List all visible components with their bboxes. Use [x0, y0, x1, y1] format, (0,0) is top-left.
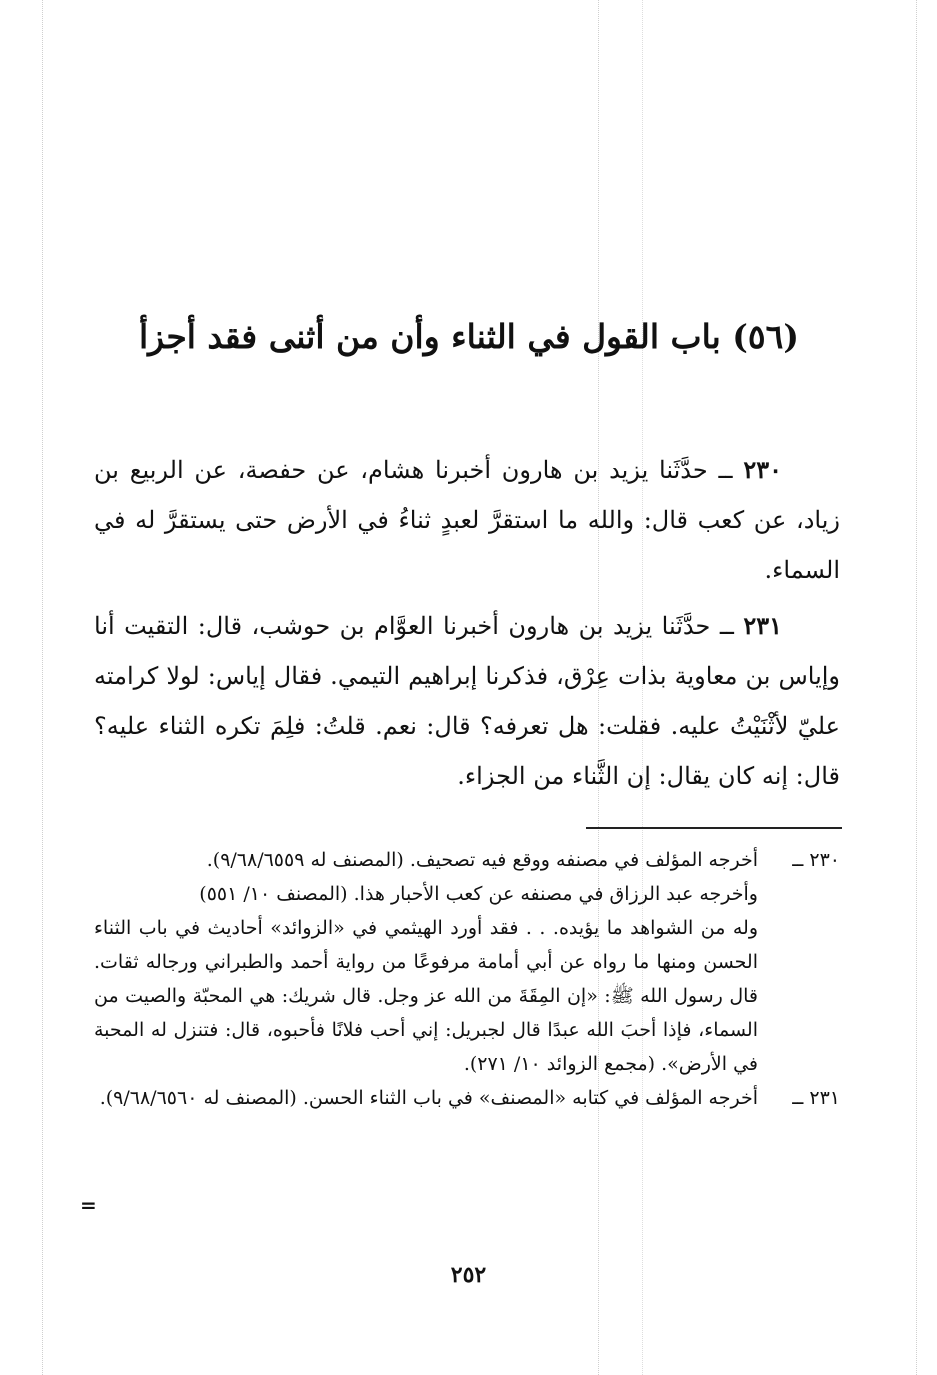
- main-text: [94, 445, 840, 807]
- scan-line-right: [916, 0, 917, 1375]
- continuation-mark: =: [80, 1193, 97, 1217]
- footnote-body: [94, 843, 758, 1081]
- page-number: ٢٥٢: [450, 1262, 487, 1288]
- footnote-paragraph: أخرجه المؤلف في كتابه «المصنف» في باب الثناء الحسن. (المصنف له ٩/٦٨/٦٥٦٠).: [99, 1087, 758, 1109]
- hadith-number: ٢٣٠: [743, 455, 782, 484]
- footnote-divider: [586, 827, 842, 829]
- hadith-number: ٢٣١: [743, 611, 783, 640]
- footnote-paragraph: وأخرجه عبد الرزاق في مصنفه عن كعب الأحبار هذا. (المصنف ١٠/ ٥٥١): [199, 883, 758, 905]
- footnotes: [94, 843, 840, 1115]
- footnote: [94, 1081, 840, 1115]
- footnote-number: ٢٣١ ــ: [792, 1087, 840, 1109]
- scan-line-left: [42, 0, 43, 1375]
- hadith-text: حدَّثَنا يزيد بن هارون أخبرنا العوَّام بن حوشب، قال: التقيت أنا وإياس بن معاوية بذات عِرْق، فذكرنا إبراهيم التيمي. فقال إياس: لولا كرامته عليّ لأثْنَيْتُ عليه. فقلت: هل تعرفه؟ قال: نعم. قلتُ: فلِمَ تكره الثناء عليه؟ قال: إنه كان يقال: إن الثَّناء من الجزاء.: [94, 612, 840, 790]
- hadith-text: حدَّثَنا يزيد بن هارون أخبرنا هشام، عن حفصة، عن الربيع بن زياد، عن كعب قال: والله ما استقرَّ لعبدٍ ثناءُ في الأرض حتى يستقرَّ له في السماء.: [94, 456, 840, 584]
- hadith-paragraph: ٢٣١ ــ حدَّثَنا يزيد بن هارون أخبرنا العوَّام بن حوشب، قال: التقيت أنا وإياس بن معاوية بذات عِرْق، فذكرنا إبراهيم التيمي. فقال إياس: لولا كرامته عليّ لأثْنَيْتُ عليه. فقلت: هل تعرفه؟ قال: نعم. قلتُ: فلِمَ تكره الثناء عليه؟ قال: إنه كان يقال: إن الثَّناء من الجزاء.: [94, 611, 840, 790]
- footnote-paragraph: وله من الشواهد ما يؤيده. . . فقد أورد الهيثمي في «الزوائد» أحاديث في باب الثناء الحسن ومنها ما رواه عن أبي أمامة مرفوعًا من رواية أحمد والطبراني ورجاله ثقات. قال رسول الله ﷺ: «إن المِقَةَ من الله عز وجل. قال شريك: هي المحبّة والصيت من السماء، فإذا أحبَ الله عبدًا قال لجبريل: إني أحب فلانًا فأحبوه، قال: فتنزل له المحبة في الأرض». (مجمع الزوائد ١٠/ ٢٧١).: [94, 917, 758, 1075]
- footnote: [94, 843, 840, 1081]
- hadith-paragraph: ٢٣٠ ــ حدَّثَنا يزيد بن هارون أخبرنا هشام، عن حفصة، عن الربيع بن زياد، عن كعب قال: والله ما استقرَّ لعبدٍ ثناءُ في الأرض حتى يستقرَّ له في السماء.: [94, 455, 840, 584]
- chapter-title: (٥٦) باب القول في الثناء وأن من أثنى فقد أجزأ: [138, 317, 799, 356]
- footnote-number: ٢٣٠ ــ: [792, 849, 840, 871]
- footnote-paragraph: أخرجه المؤلف في مصنفه ووقع فيه تصحيف. (المصنف له ٩/٦٨/٦٥٥٩).: [206, 849, 758, 871]
- footnote-body: [94, 1081, 758, 1115]
